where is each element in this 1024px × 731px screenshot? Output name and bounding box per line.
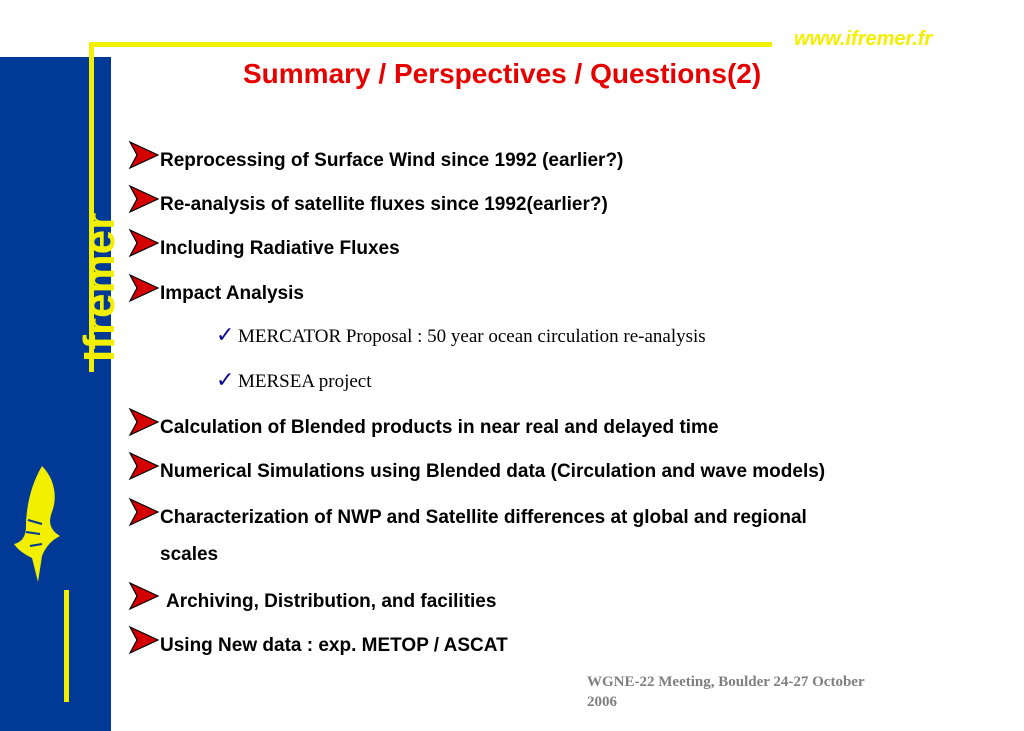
bullet-item (128, 451, 825, 483)
fish-logo-icon (12, 462, 72, 587)
bullet-text: Characterization of NWP and Satellite differences at global and regional (160, 507, 807, 528)
slide-title: Summary / Perspectives / Questions(2) (243, 58, 762, 89)
bullet-continuation-text: scales (160, 544, 219, 565)
footer-meeting-info (587, 672, 927, 712)
bullet-item (128, 228, 400, 260)
bullet-text: Calculation of Blended products in near real and delayed time (160, 417, 719, 438)
arrow-bullet-icon (128, 184, 160, 214)
frame-line-bottom-left (64, 590, 69, 702)
bullet-text: Reprocessing of Surface Wind since 1992 (earlier?) (160, 150, 624, 171)
arrow-bullet-icon (128, 625, 160, 655)
sub-bullet-item (216, 324, 706, 348)
bullet-item (128, 625, 508, 657)
arrow-bullet-icon (128, 273, 160, 303)
bullet-text: Archiving, Distribution, and facilities (166, 591, 497, 612)
bullet-text: Using New data : exp. METOP / ASCAT (160, 635, 508, 656)
footer-line-1: WGNE-22 Meeting, Boulder 24-27 October (587, 674, 865, 690)
sub-bullet-text: MERCATOR Proposal : 50 year ocean circulation re-analysis (238, 326, 706, 347)
bullet-item (128, 184, 608, 216)
bullet-item (128, 273, 304, 305)
footer-line-2: 2006 (587, 694, 617, 710)
ifremer-logo-text: Ifremer (75, 212, 124, 362)
checkmark-icon: ✓ (216, 367, 235, 392)
sub-bullet-item (216, 369, 372, 393)
bullet-text: Re-analysis of satellite fluxes since 1992(earlier?) (160, 194, 608, 215)
bullet-text: Numerical Simulations using Blended data (Circulation and wave models) (160, 461, 826, 482)
arrow-bullet-icon (128, 497, 160, 527)
sub-bullet-text: MERSEA project (238, 371, 372, 392)
checkmark-icon: ✓ (216, 322, 235, 347)
arrow-bullet-icon (128, 451, 160, 481)
arrow-bullet-icon (128, 140, 160, 170)
bullet-item (128, 407, 719, 439)
bullet-text: Including Radiative Fluxes (160, 238, 400, 259)
bullet-text: Impact Analysis (160, 283, 304, 304)
website-url[interactable]: www.ifremer.fr (794, 28, 933, 50)
arrow-bullet-icon (128, 228, 160, 258)
bullet-item (128, 581, 496, 613)
brand-sidebar (0, 57, 111, 731)
bullet-item (128, 140, 623, 172)
bullet-item (128, 497, 807, 529)
arrow-bullet-icon (128, 407, 160, 437)
arrow-bullet-icon (128, 581, 160, 611)
frame-line-top (89, 42, 772, 47)
